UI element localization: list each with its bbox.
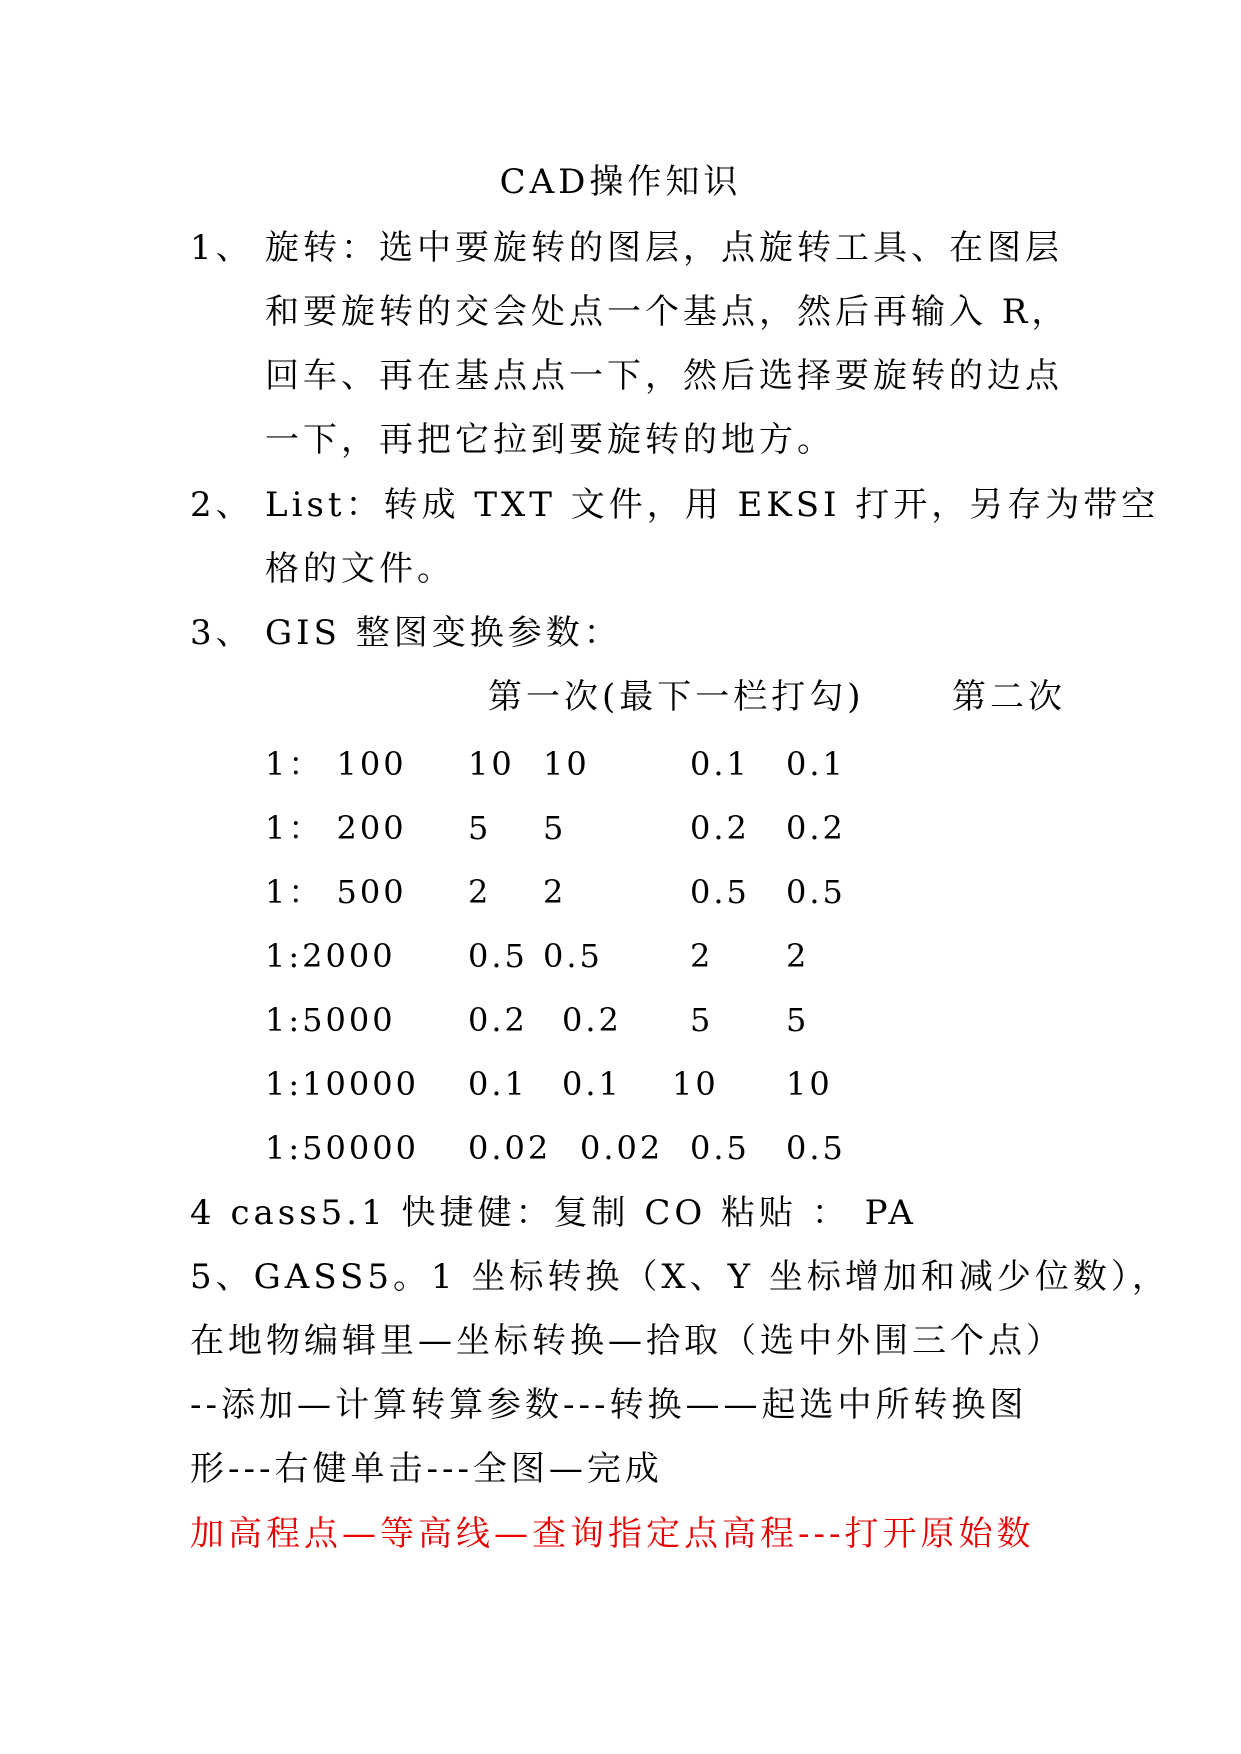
row-scale: 1： 100 [265,745,407,783]
row-b: 2 [543,873,567,911]
row-scale: 1:5000 [265,1001,396,1039]
row-scale: 1:10000 [265,1065,419,1103]
red-highlight-line: 加高程点—等高线—查询指定点高程---打开原始数 [190,1514,1035,1554]
row-scale: 1:50000 [265,1129,419,1167]
row-c: 10 [672,1065,719,1103]
row-b: 10 [543,745,590,783]
item-2-number: 2、 [190,485,254,525]
row-d: 0.5 [786,1129,846,1167]
row-a: 10 [468,745,515,783]
row-a: 5 [468,809,492,847]
row-scale: 1:2000 [265,937,396,975]
row-b: 0.02 [580,1129,664,1167]
item-2-line-1: List：转成 TXT 文件，用 EKSI 打开，另存为带空 [265,485,1160,525]
row-b: 0.2 [562,1001,622,1039]
row-d: 10 [786,1065,833,1103]
item-5-line-1: 5、GASS5。1 坐标转换（X、Y 坐标增加和减少位数）， [190,1257,1170,1297]
row-d: 2 [786,937,810,975]
row-a: 0.02 [468,1129,552,1167]
item-1-line-4: 一下，再把它拉到要旋转的地方。 [265,420,835,460]
row-d: 5 [786,1001,810,1039]
item-3-number: 3、 [190,613,254,653]
row-scale: 1： 500 [265,873,407,911]
row-b: 5 [543,809,567,847]
row-scale: 1： 200 [265,809,407,847]
row-a: 0.2 [468,1001,528,1039]
row-c: 0.1 [690,745,750,783]
row-d: 0.5 [786,873,846,911]
row-d: 0.2 [786,809,846,847]
row-d: 0.1 [786,745,846,783]
row-b: 0.1 [562,1065,622,1103]
item-4-line: 4 cass5.1 快捷健：复制 CO 粘贴 ： PA [190,1193,917,1233]
row-c: 0.5 [690,873,750,911]
row-c: 0.2 [690,809,750,847]
row-a: 2 [468,873,492,911]
item-1-line-2: 和要旋转的交会处点一个基点，然后再输入 R， [265,292,1070,332]
item-5-line-3: --添加—计算转算参数---转换——起选中所转换图 [190,1385,1028,1425]
row-b: 0.5 [543,937,603,975]
row-c: 2 [690,937,714,975]
gis-header-second: 第二次 [952,677,1066,717]
gis-header-first: 第一次(最下一栏打勾) [488,677,865,717]
row-a: 0.1 [468,1065,528,1103]
item-1-number: 1、 [190,228,254,268]
item-5-line-4: 形---右健单击---全图—完成 [190,1449,663,1489]
item-1-line-1: 旋转：选中要旋转的图层，点旋转工具、在图层 [265,228,1063,268]
row-c: 5 [690,1001,714,1039]
page-title: CAD操作知识 [499,162,742,202]
item-2-line-2: 格的文件。 [265,549,455,589]
row-c: 0.5 [690,1129,750,1167]
row-a: 0.5 [468,937,528,975]
item-5-line-2: 在地物编辑里—坐标转换—拾取（选中外围三个点） [190,1321,1064,1361]
item-1-line-3: 回车、再在基点点一下，然后选择要旋转的边点 [265,356,1063,396]
item-3-line-1: GIS 整图变换参数： [265,613,622,653]
